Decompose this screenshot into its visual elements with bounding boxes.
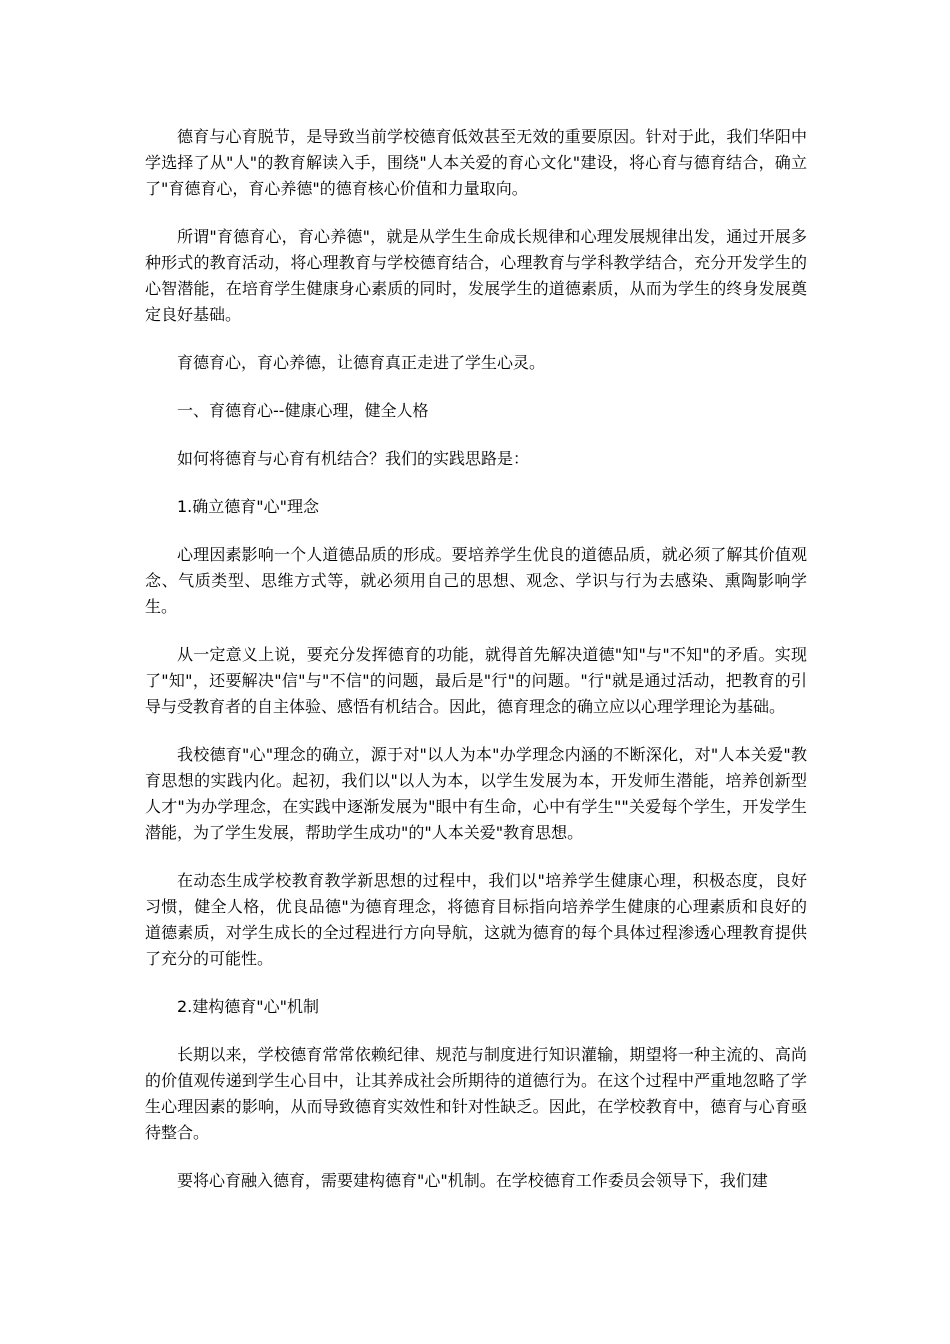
paragraph-mechanism: 要将心育融入德育，需要建构德育"心"机制。在学校德育工作委员会领导下，我们建	[177, 1171, 768, 1190]
paragraph-intro: 德育与心育脱节，是导致当前学校德育低效甚至无效的重要原因。针对于此，我们华阳中学选择了从"人"的教育解读入手，围绕"人本关爱的育心文化"建设，将心育与德育结合，确立了"育德育心，育心养德"的德育核心价值和力量取向。	[145, 127, 807, 198]
paragraph-longterm: 长期以来，学校德育常常依赖纪律、规范与制度进行知识灌输，期望将一种主流的、高尚的价值观传递到学生心目中，让其养成社会所期待的道德行为。在这个过程中严重地忽略了学生心理因素的影响，从而导致德育实效性和针对性缺乏。因此，在学校教育中，德育与心育亟待整合。	[145, 1045, 807, 1142]
paragraph-knowledge: 从一定意义上说，要充分发挥德育的功能，就得首先解决道德"知"与"不知"的矛盾。实现了"知"，还要解决"信"与"不信"的问题，最后是"行"的问题。"行"就是通过活动，把教育的引导与受教育者的自主体验、感悟有机结合。因此，德育理念的确立应以心理学理论为基础。	[145, 645, 807, 716]
paragraph-philosophy: 我校德育"心"理念的确立，源于对"以人为本"办学理念内涵的不断深化，对"人本关爱"教育思想的实践内化。起初，我们以"以人为本，以学生发展为本，开发师生潜能，培养创新型人才"为办学理念，在实践中逐渐发展为"眼中有生命，心中有学生""关爱每个学生，开发学生潜能，为了学生发展，帮助学生成功"的"人本关爱"教育思想。	[145, 745, 807, 842]
subheading-2: 2.建构德育"心"机制	[177, 997, 319, 1016]
paragraph-psychology: 心理因素影响一个人道德品质的形成。要培养学生优良的道德品质，就必须了解其价值观念、气质类型、思维方式等，就必须用自己的思想、观念、学识与行为去感染、熏陶影响学生。	[145, 545, 807, 616]
paragraph-question: 如何将德育与心育有机结合？我们的实践思路是：	[177, 449, 530, 468]
paragraph-definition: 所谓"育德育心，育心养德"，就是从学生生命成长规律和心理发展规律出发，通过开展多种形式的教育活动，将心理教育与学校德育结合，心理教育与学科教学结合，充分开发学生的心智潜能，在培育学生健康身心素质的同时，发展学生的道德素质，从而为学生的终身发展奠定良好基础。	[145, 227, 807, 324]
paragraph-dynamic: 在动态生成学校教育教学新思想的过程中，我们以"培养学生健康心理，积极态度，良好习惯，健全人格，优良品德"为德育理念，将德育目标指向培养学生健康的心理素质和良好的道德素质，对学生成长的全过程进行方向导航，这就为德育的每个具体过程渗透心理教育提供了充分的可能性。	[145, 871, 807, 968]
section-heading-1: 一、育德育心--健康心理，健全人格	[177, 401, 429, 420]
document-page	[145, 124, 807, 1216]
subheading-1: 1.确立德育"心"理念	[177, 497, 319, 516]
paragraph-summary: 育德育心，育心养德，让德育真正走进了学生心灵。	[177, 353, 546, 372]
